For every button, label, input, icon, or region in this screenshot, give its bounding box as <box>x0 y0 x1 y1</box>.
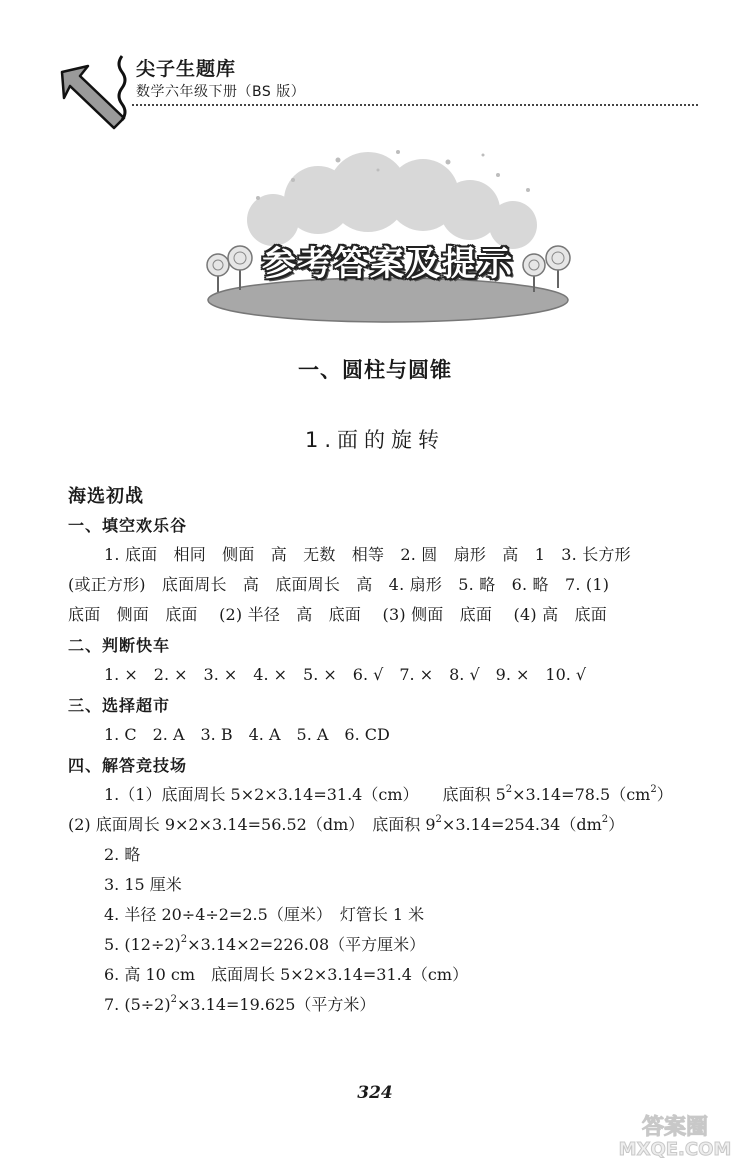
solve-answer-2: 2. 略 <box>104 845 141 864</box>
solve-answer-3: 3. 15 厘米 <box>104 875 182 894</box>
book-subtitle: 数学六年级下册（BS 版） <box>136 84 306 100</box>
section-title: 1.面的旋转 <box>304 428 446 452</box>
back-arrow-icon <box>58 52 128 132</box>
solve-answer-4: 4. 半径 20÷4÷2=2.5（厘米） 灯管长 1 米 <box>104 905 425 924</box>
fill-answer-line: 底面 侧面 底面 (2) 半径 高 底面 (3) 侧面 底面 (4) 高 底面 <box>68 605 607 624</box>
header-divider <box>132 104 698 106</box>
svg-text:答案圈: 答案圈 <box>641 1115 709 1140</box>
watermark-logo <box>605 1110 745 1160</box>
solve-answer-6: 6. 高 10 cm 底面周长 5×2×3.14=31.4（cm） <box>104 965 469 984</box>
fill-answer-line: 1. 底面 相同 侧面 高 无数 相等 2. 圆 扇形 高 1 3. 长方形 <box>104 545 631 564</box>
page-number: 324 <box>357 1083 393 1103</box>
solve-answer-1a: 1.（1）底面周长 5×2×3.14=31.4（cm） 底面积 $5^2\times 3.14=78.5(cm^2)$ <box>104 783 673 804</box>
book-title: 尖子生题库 <box>136 58 237 80</box>
part-judge-heading: 二、判断快车 <box>68 636 171 655</box>
svg-text:MXQE.COM: MXQE.COM <box>618 1139 732 1160</box>
fill-answer-line: (或正方形) 底面周长 高 底面周长 高 4. 扇形 5. 略 6. 略 7. (1) <box>68 575 610 594</box>
answers-banner-illustration <box>198 140 578 325</box>
solve-answer-5: 5. $(12\div 2)^2\times 3.14\times 2=226.08$（平方厘米） <box>104 933 426 954</box>
judge-answers: 1. × 2. × 3. × 4. × 5. × 6. √ 7. × 8. √ 9. × 10. √ <box>104 665 587 684</box>
answers-title: 参考答案及提示 <box>262 244 514 284</box>
choice-answers: 1. C 2. A 3. B 4. A 5. A 6. CD <box>104 725 390 744</box>
solve-answer-7: 7. $(5\div 2)^2\times 3.14=19.625$（平方米） <box>104 993 376 1014</box>
block-title: 海选初战 <box>68 486 144 507</box>
chapter-title: 一、圆柱与圆锥 <box>298 358 452 382</box>
solve-answer-1b: (2) 底面周长 9×2×3.14=56.52（dm） 底面积 $9^2\times 3.14=254.34(dm^2)$ <box>68 813 625 834</box>
part-solve-heading: 四、解答竞技场 <box>68 756 188 775</box>
part-fill-heading: 一、填空欢乐谷 <box>68 516 188 535</box>
part-choice-heading: 三、选择超市 <box>68 696 171 715</box>
